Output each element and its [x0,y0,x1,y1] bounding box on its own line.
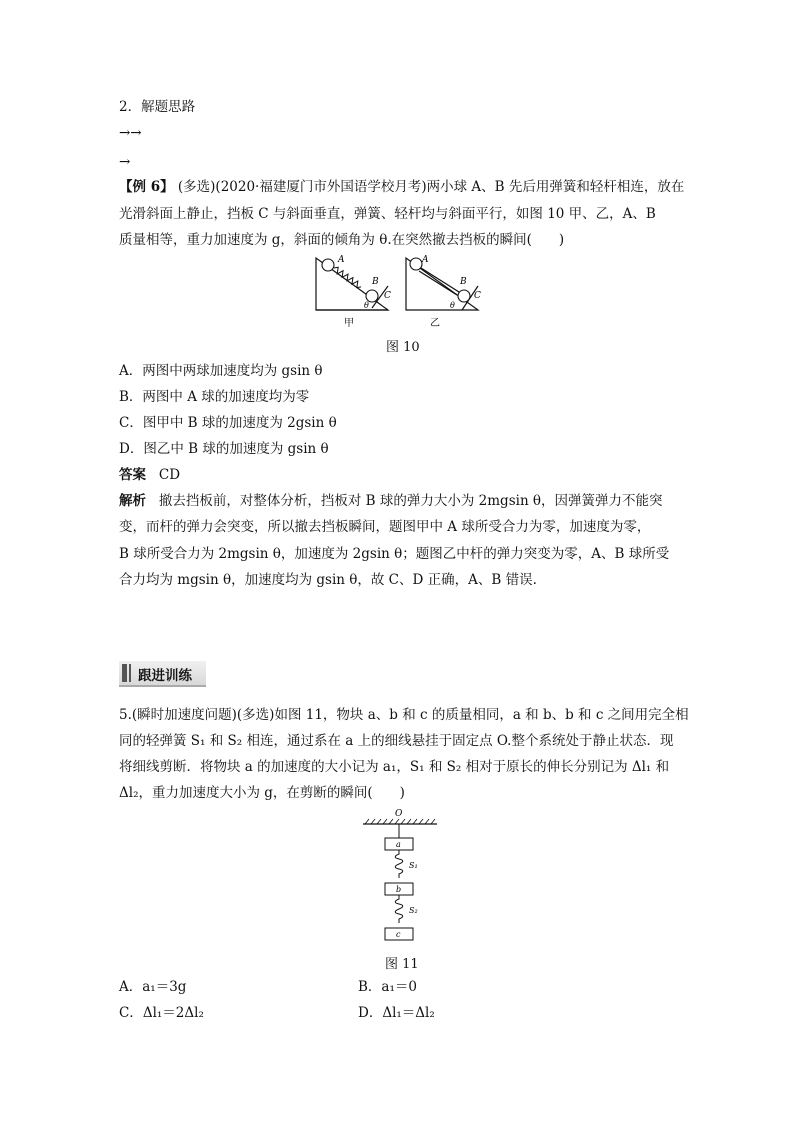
section-header [119,661,206,687]
figure-11-caption: 图 11 [385,957,419,972]
section-mark2-icon [129,664,131,682]
label-s2: S₂ [409,906,418,915]
arrow-row-2: → [119,154,131,170]
answer-row [119,465,180,485]
label-yi: 乙 [430,318,440,329]
figure-11 [355,806,445,946]
label-a-left: A [338,255,345,265]
spring-s2 [395,895,403,923]
figure-10 [310,254,490,330]
rod-right [421,268,459,292]
arrow-row-1: →→ [119,125,142,141]
section-title: 跟进训练 [138,668,192,684]
label-theta-left: θ [364,301,369,310]
example-tag: 【例 6】 [119,179,174,195]
analysis-text-1: 撤去挡板前，对整体分析，挡板对 B 球的弹力大小为 2mgsin θ，因弹簧弹力不能突 [158,493,663,509]
analysis-label: 解析 [119,493,146,509]
q5-line-1: 5.(瞬时加速度问题)(多选)如图 11，物块 a、b 和 c 的质量相同，a 和 b、b 和 c 之间用完全相 [119,707,689,723]
analysis-line-4: 合力均为 mgsin θ，加速度均为 gsin θ，故 C、D 正确，A、B 错误. [119,572,537,588]
label-c-left: C [384,291,391,301]
q5-option-c: C．Δl₁＝2Δl₂ [119,1005,204,1021]
label-theta-right: θ [450,301,455,310]
label-s1: S₁ [409,861,418,870]
spring-s1 [395,850,403,878]
q5-line-4: Δl₂，重力加速度大小为 g，在剪断的瞬间( ) [119,785,405,801]
q5-line-2: 同的轻弹簧 S₁ 和 S₂ 相连，通过系在 a 上的细线悬挂于固定点 O.整个系统处于静止状态．现 [119,733,674,749]
label-block-c: c [396,930,401,939]
example-line-3: 质量相等，重力加速度为 g，斜面的倾角为 θ.在突然撤去挡板的瞬间( ) [119,232,565,248]
label-b-left: B [372,277,379,287]
label-block-a: a [396,840,401,849]
analysis-line-1 [119,491,663,511]
ceiling-hatch [365,819,435,824]
figure-10-caption: 图 10 [386,340,420,355]
example-line-1 [119,177,684,197]
option-b: B．两图中 A 球的加速度均为零 [119,389,310,405]
label-b-right: B [460,277,467,287]
example-text-1: (多选)(2020·福建厦门市外国语学校月考)两小球 A、B 先后用弹簧和轻杆相连，放在 [177,179,685,195]
label-a-right: A [422,255,429,265]
section-mark-icon [122,664,127,682]
q5-line-3: 将细线剪断．将物块 a 的加速度的大小记为 a₁，S₁ 和 S₂ 相对于原长的伸长分别记为 Δl₁ 和 [119,759,670,775]
q5-option-a: A．a₁＝3g [119,979,187,995]
ball-a-left [322,259,334,271]
label-c-right: C [474,291,481,301]
label-jia: 甲 [344,318,354,329]
option-a: A．两图中两球加速度均为 gsin θ [119,363,323,379]
option-c: C．图甲中 B 球的加速度为 2gsin θ [119,415,337,431]
analysis-line-2: 变，而杆的弹力会突变，所以撤去挡板瞬间，题图甲中 A 球所受合力为零，加速度为零， [119,519,651,535]
answer-label: 答案 [119,467,146,483]
label-o: O [395,809,403,819]
answer-value: CD [158,467,181,483]
spring-left [332,266,362,290]
heading: 2．解题思路 [119,99,196,115]
label-block-b: b [396,885,402,894]
q5-option-d: D．Δl₁＝Δl₂ [358,1005,435,1021]
ball-a-right [410,258,422,270]
analysis-line-3: B 球所受合力为 2mgsin θ，加速度为 2gsin θ；题图乙中杆的弹力突变为零，A、B 球所受 [119,546,670,562]
example-line-2: 光滑斜面上静止，挡板 C 与斜面垂直，弹簧、轻杆均与斜面平行，如图 10 甲、乙，A、B [119,206,656,222]
option-d: D．图乙中 B 球的加速度为 gsin θ [119,441,329,457]
q5-option-b: B．a₁＝0 [358,979,417,995]
